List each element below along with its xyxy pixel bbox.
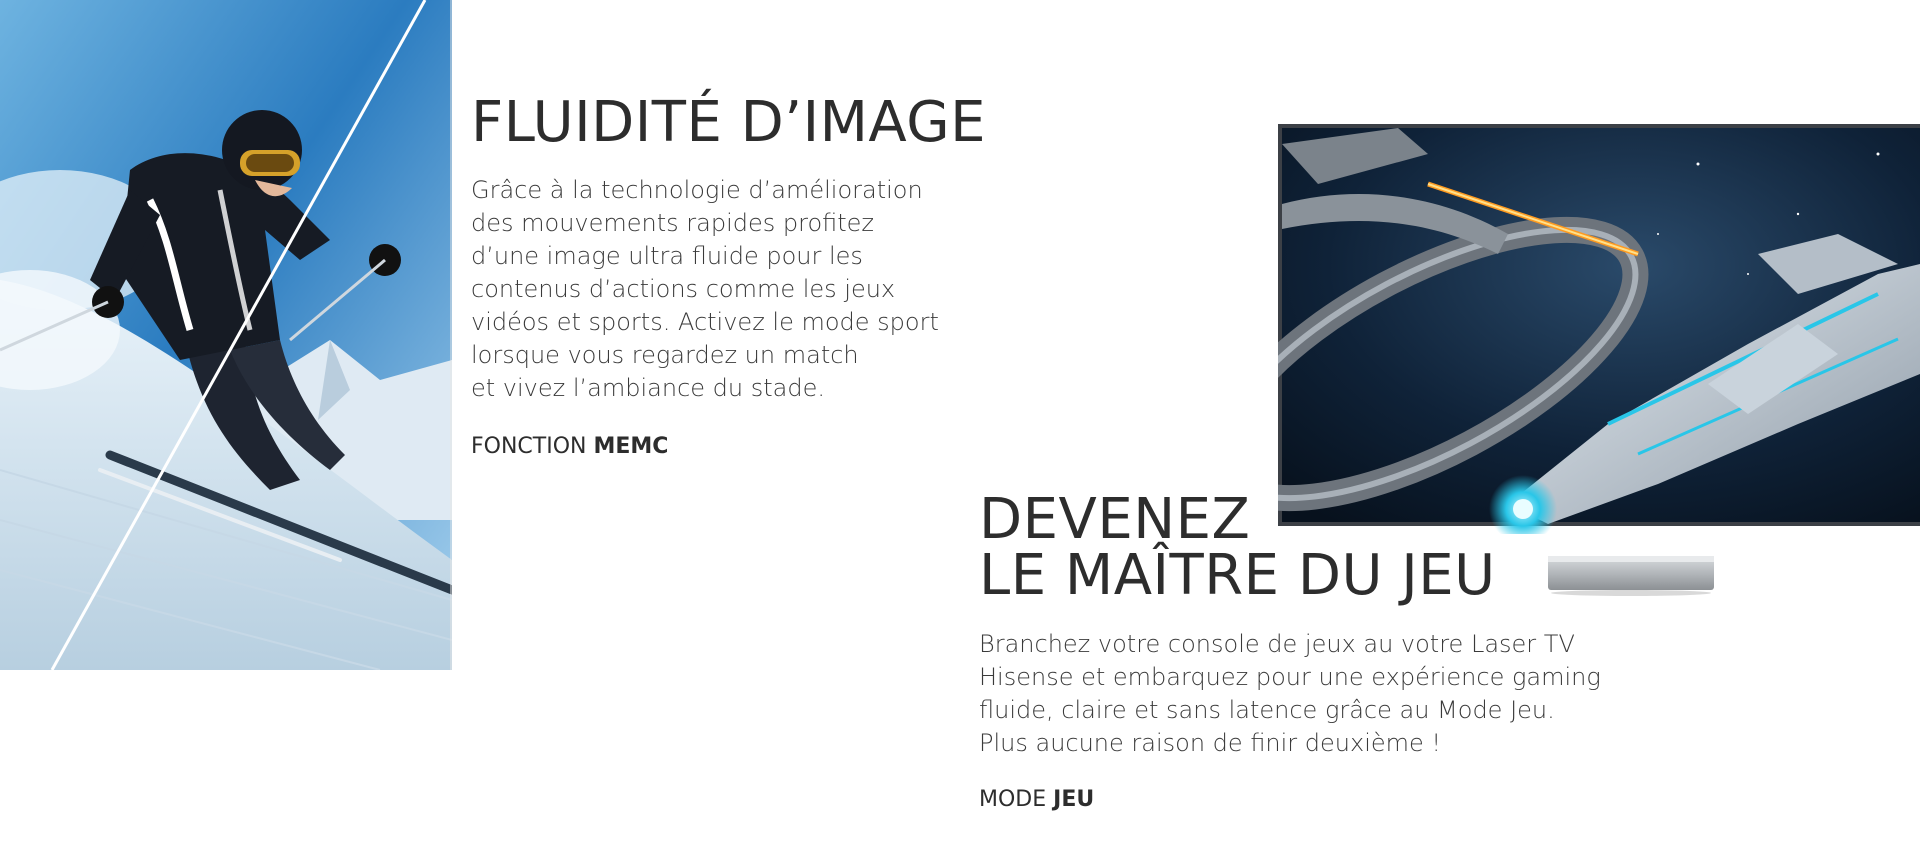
- laser-tv-image: [1278, 124, 1920, 534]
- game-description-line: Hisense et embarquez pour une expérience gaming: [979, 663, 1601, 691]
- memc-description-line: d’une image ultra fluide pour les: [471, 242, 863, 270]
- memc-description-line: et vivez l’ambiance du stade.: [471, 374, 825, 402]
- skier-photo: [0, 0, 452, 670]
- memc-description-line: vidéos et sports. Activez le mode sport: [471, 308, 939, 336]
- game-description: [979, 628, 1739, 760]
- game-label-bold: JEU: [1053, 787, 1095, 812]
- memc-description-line: lorsque vous regardez un match: [471, 341, 859, 369]
- game-title-line2: LE MAÎTRE DU JEU: [979, 543, 1496, 608]
- memc-description-line: des mouvements rapides profitez: [471, 209, 875, 237]
- game-title-line1: DEVENEZ: [979, 487, 1251, 552]
- memc-section: [471, 90, 991, 461]
- memc-description-line: contenus d’actions comme les jeux: [471, 275, 896, 303]
- game-feature-label: [979, 786, 1739, 814]
- game-description-line: Branchez votre console de jeux au votre Laser TV: [979, 630, 1575, 658]
- memc-feature-label: [471, 433, 991, 461]
- memc-label-bold: MEMC: [593, 434, 669, 459]
- game-mode-section: [979, 487, 1739, 814]
- game-description-line: fluide, claire et sans latence grâce au Mode Jeu.: [979, 696, 1555, 724]
- memc-title: FLUIDITÉ D’IMAGE: [471, 90, 987, 155]
- memc-label-prefix: FONCTION: [471, 434, 594, 459]
- memc-description-line: Grâce à la technologie d’amélioration: [471, 176, 923, 204]
- memc-description: [471, 174, 991, 405]
- game-label-prefix: MODE: [979, 787, 1054, 812]
- game-description-line: Plus aucune raison de finir deuxième !: [979, 729, 1442, 757]
- game-title: [979, 487, 1739, 608]
